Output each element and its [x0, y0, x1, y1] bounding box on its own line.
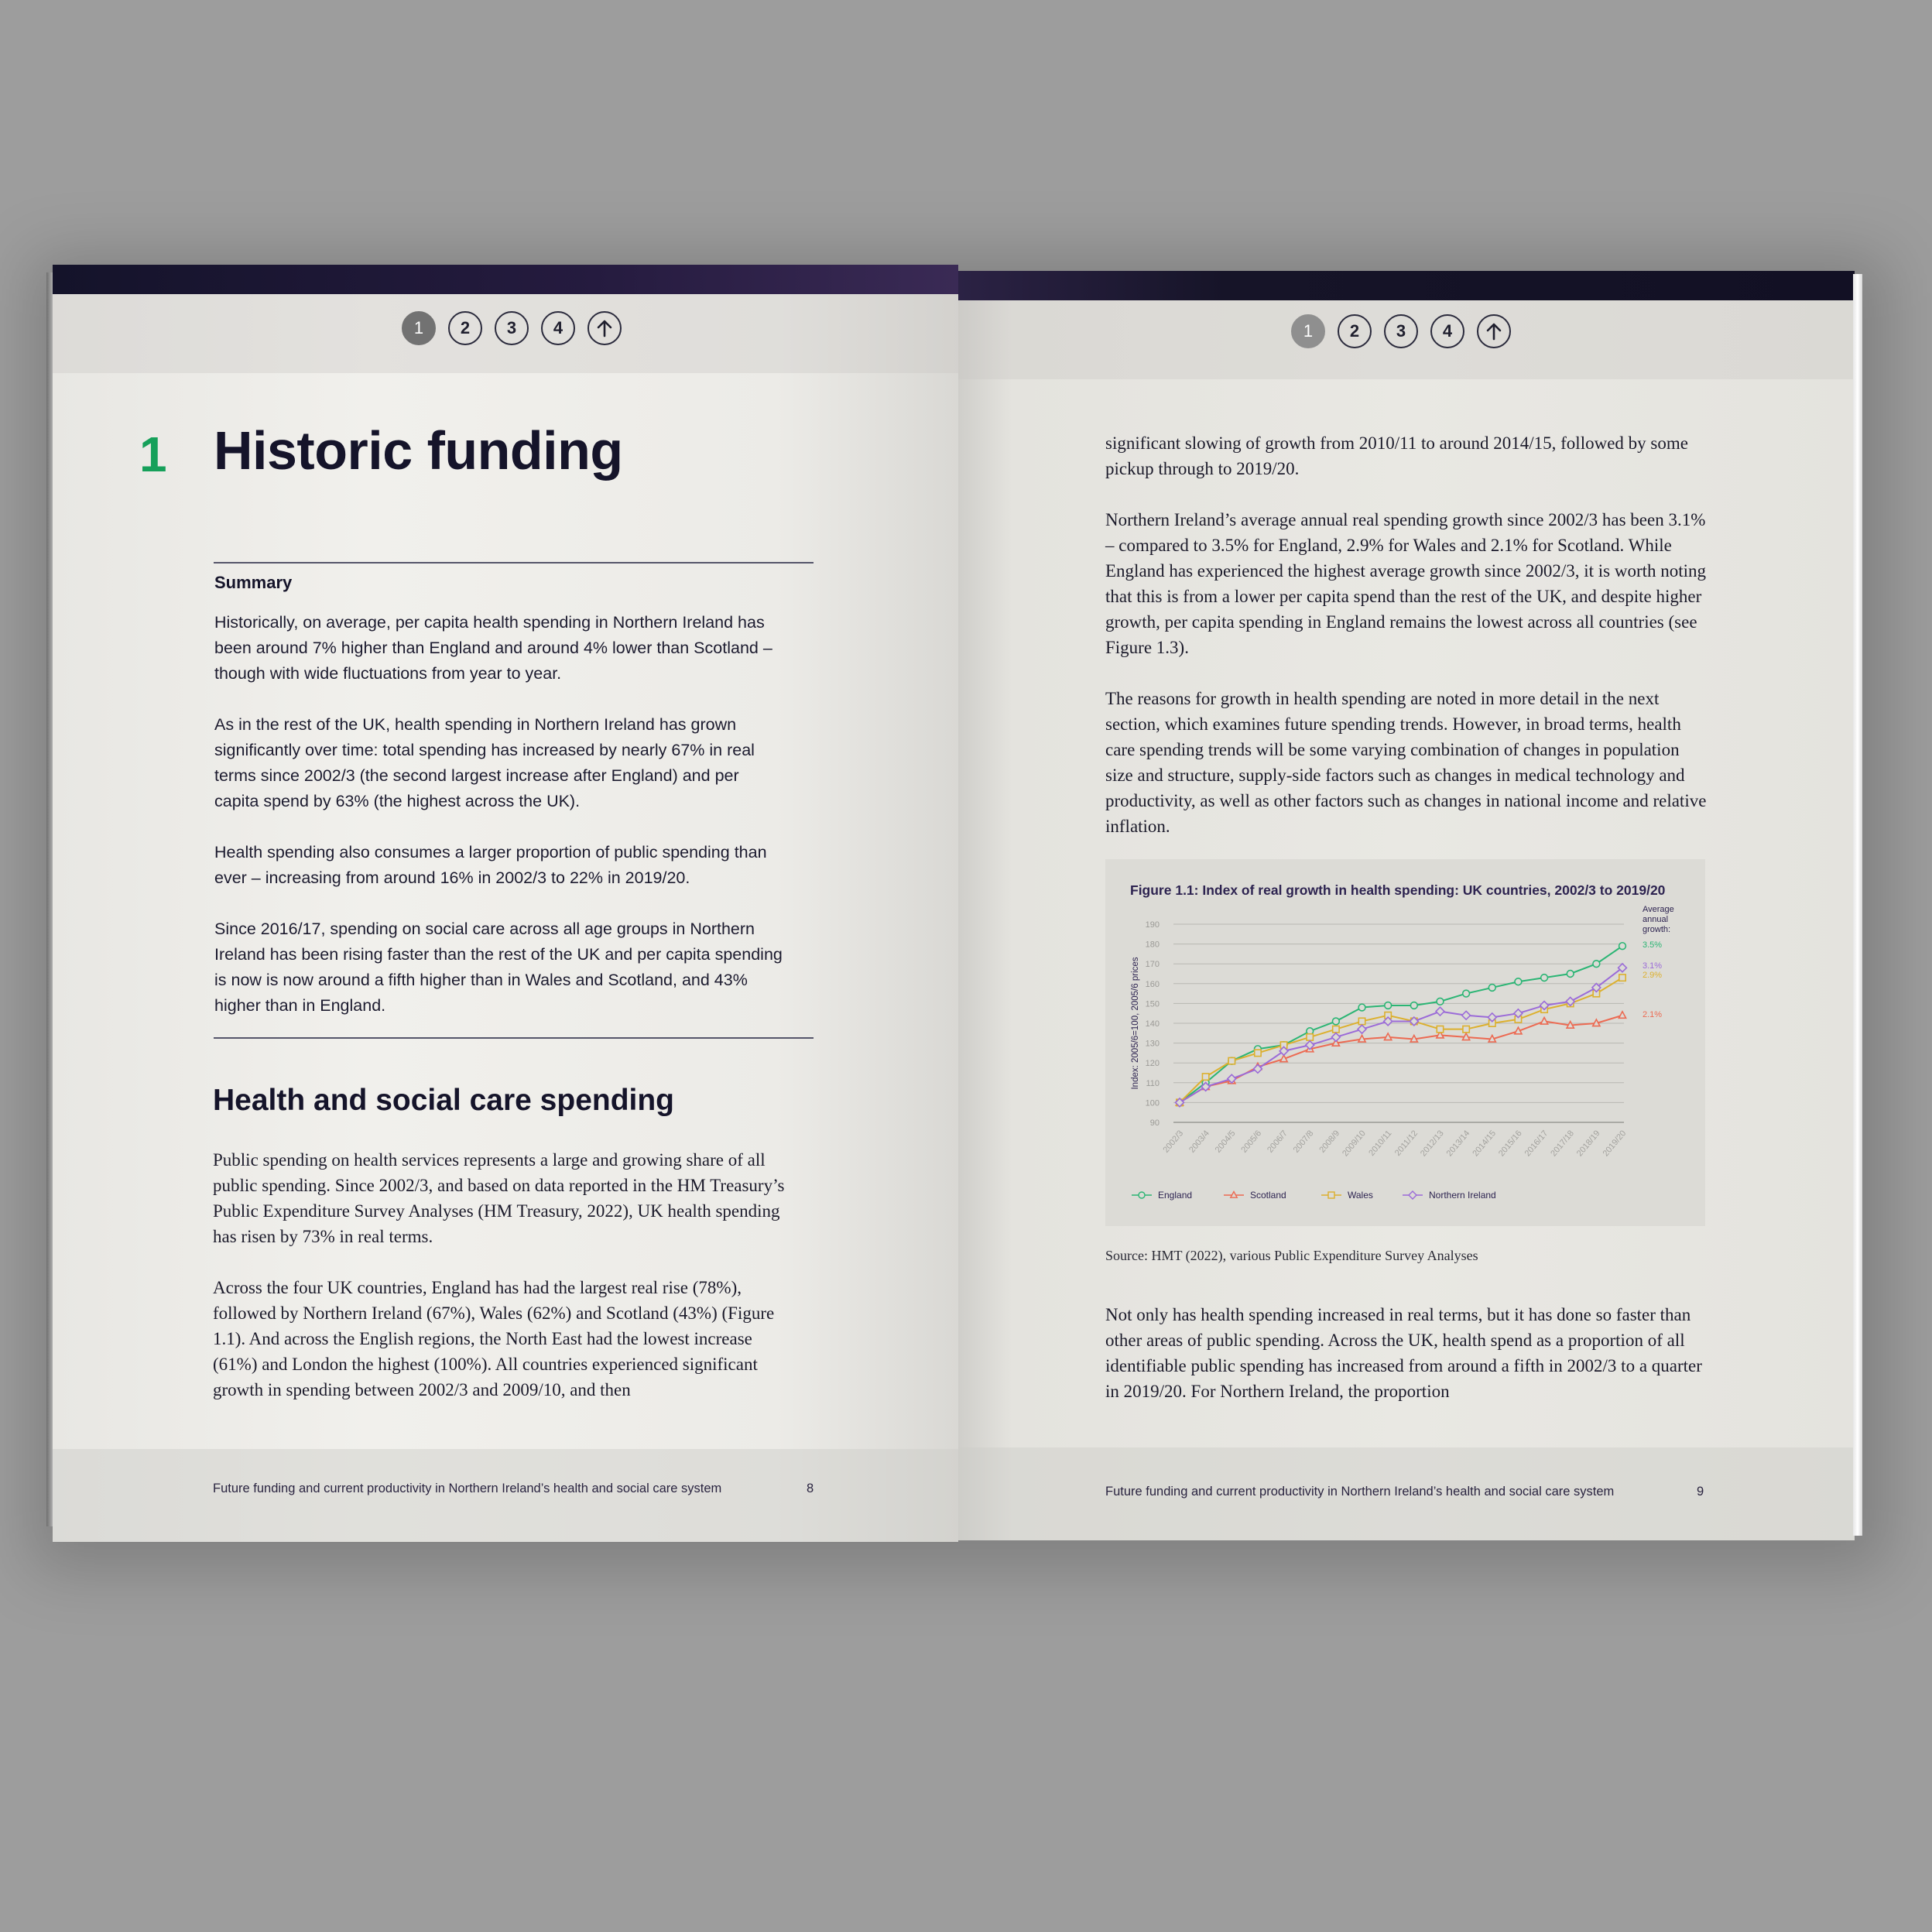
y-tick-label: 170 — [1145, 960, 1160, 970]
nav-chapter-2[interactable]: 2 — [448, 311, 482, 345]
data-point — [1228, 1057, 1235, 1064]
growth-label: 3.5% — [1643, 940, 1663, 950]
data-point — [1488, 985, 1495, 992]
back-to-top-button[interactable] — [1477, 314, 1511, 348]
x-tick-label: 2014/15 — [1471, 1129, 1499, 1159]
data-point — [1619, 975, 1625, 981]
x-tick-label: 2005/6 — [1239, 1129, 1264, 1155]
x-tick-label: 2004/5 — [1213, 1129, 1238, 1155]
body-paragraph: Not only has health spending increased in real terms, but it has done so faster than other areas of public spending. Across the UK, health spend as a proportion of all identifiable public spending has increased from around a fifth in 2002/3 to a quarter in 2019/20. For Northern Ireland, the proportion — [1105, 1305, 1702, 1401]
left-page — [53, 265, 958, 1542]
legend-marker — [1409, 1191, 1416, 1199]
data-point — [1619, 1012, 1625, 1019]
y-tick-label: 90 — [1149, 1118, 1160, 1128]
data-point — [1307, 1034, 1313, 1040]
page-number: 9 — [1697, 1485, 1704, 1499]
legend-label: England — [1158, 1190, 1193, 1201]
chapter-nav — [1291, 314, 1511, 348]
x-tick-label: 2015/16 — [1496, 1129, 1524, 1159]
body-paragraph: significant slowing of growth from 2010/11 to around 2014/15, followed by some pickup through to 2019/20. — [1105, 433, 1688, 478]
y-tick-label: 100 — [1145, 1098, 1160, 1108]
x-tick-label: 2008/9 — [1317, 1129, 1342, 1155]
data-point — [1331, 1033, 1340, 1042]
top-band — [958, 271, 1855, 300]
summary-paragraph: Since 2016/17, spending on social care across all age groups in Northern Ireland has been rising faster than the rest of the UK and per capita spending is now is now around a fifth higher than in Wales and Scotland, and 43% higher than in England. — [214, 920, 783, 1015]
series-line-scotland — [1180, 1016, 1622, 1103]
divider — [214, 1037, 814, 1039]
summary-paragraph: Health spending also consumes a larger proportion of public spending than ever – increasing from around 16% in 2002/3 to 22% in 2019/20. — [214, 843, 767, 887]
series-line-england — [1180, 946, 1622, 1102]
data-point — [1541, 975, 1548, 981]
arrow-up-icon — [1485, 322, 1502, 341]
summary-box — [214, 610, 787, 1044]
y-tick-label: 140 — [1145, 1019, 1160, 1029]
y-axis-label: Index: 2005/6=100, 2005/6 prices — [1131, 957, 1140, 1090]
series-line-northern-ireland — [1180, 968, 1622, 1102]
body-paragraph: The reasons for growth in health spending are noted in more detail in the next section, which examines future spending trends. However, in broad terms, health care spending trends will be some varying combination of changes in population size and structure, supply-side factors such as changes in medical technology and productivity, as well as other factors such as changes in national income and relative inflation. — [1105, 689, 1707, 836]
y-tick-label: 130 — [1145, 1039, 1160, 1049]
x-tick-label: 2016/17 — [1523, 1129, 1550, 1159]
nav-chapter-1[interactable]: 1 — [402, 311, 436, 345]
data-point — [1358, 1025, 1366, 1033]
data-point — [1619, 943, 1626, 950]
y-tick-label: 150 — [1145, 999, 1160, 1009]
line-chart — [1105, 859, 1705, 1226]
body-paragraph: Public spending on health services represents a large and growing share of all public spending. Since 2002/3, and based on data reported in the HM Treasury’s Public Expenditure Survey Analyses (HM Treasury, 2022), UK health spending has risen by 73% in real terms. — [213, 1150, 785, 1246]
nav-chapter-3[interactable]: 3 — [495, 311, 529, 345]
data-point — [1567, 971, 1574, 978]
y-tick-label: 110 — [1146, 1078, 1160, 1088]
data-point — [1515, 978, 1522, 985]
data-point — [1437, 998, 1444, 1005]
data-point — [1540, 1017, 1547, 1024]
footer-title: Future funding and current productivity in Northern Ireland’s health and social care system — [213, 1482, 722, 1495]
top-band — [53, 265, 958, 294]
nav-chapter-3[interactable]: 3 — [1384, 314, 1418, 348]
x-tick-label: 2019/20 — [1601, 1129, 1629, 1159]
x-tick-label: 2010/11 — [1367, 1129, 1394, 1158]
data-point — [1463, 990, 1470, 997]
legend-marker — [1139, 1192, 1145, 1198]
growth-label: 2.1% — [1643, 1010, 1663, 1019]
data-point — [1436, 1007, 1444, 1016]
figure-source: Source: HMT (2022), various Public Expenditure Survey Analyses — [1105, 1248, 1478, 1263]
data-point — [1202, 1074, 1208, 1080]
data-point — [1385, 1002, 1392, 1009]
legend-label: Northern Ireland — [1429, 1190, 1496, 1201]
x-tick-label: 2013/14 — [1444, 1129, 1472, 1159]
chapter-number: 1 — [139, 426, 167, 482]
growth-header: annual — [1643, 915, 1669, 924]
page-number: 8 — [807, 1482, 814, 1495]
x-tick-label: 2017/18 — [1549, 1129, 1577, 1159]
summary-paragraph: As in the rest of the UK, health spending in Northern Ireland has grown significantly over time: total spending has increased by nearly 67% in real terms since 2002/3 (the second largest increase after England) and per capita spend by 63% (the highest across the UK). — [214, 715, 755, 810]
growth-header: growth: — [1643, 925, 1671, 934]
x-tick-label: 2012/13 — [1419, 1129, 1446, 1159]
body-text — [1105, 1302, 1709, 1430]
y-tick-label: 120 — [1145, 1059, 1160, 1069]
y-tick-label: 190 — [1145, 920, 1160, 930]
nav-chapter-4[interactable]: 4 — [1430, 314, 1464, 348]
data-point — [1410, 1002, 1417, 1009]
body-text — [1105, 430, 1709, 865]
divider — [214, 562, 814, 564]
data-point — [1332, 1018, 1339, 1025]
nav-chapter-1[interactable]: 1 — [1291, 314, 1325, 348]
data-point — [1437, 1026, 1443, 1032]
y-tick-label: 180 — [1145, 940, 1160, 950]
x-tick-label: 2006/7 — [1266, 1129, 1290, 1155]
x-tick-label: 2002/3 — [1161, 1129, 1186, 1155]
body-paragraph: Northern Ireland’s average annual real spending growth since 2002/3 has been 3.1% – compared to 3.5% for England, 2.9% for Wales and 2.1% for Scotland. While England has experienced the highest average growth since 2002/3, it is worth noting that this is from a lower per capita spend than the rest of the UK, and despite higher growth, per capita spending in England remains the lowest across all countries (see Figure 1.3). — [1105, 510, 1707, 657]
data-point — [1333, 1026, 1339, 1032]
growth-header: Average — [1643, 905, 1674, 914]
x-tick-label: 2009/10 — [1341, 1129, 1368, 1159]
x-tick-label: 2011/12 — [1392, 1129, 1420, 1158]
growth-label: 3.1% — [1643, 961, 1663, 971]
x-tick-label: 2018/19 — [1574, 1129, 1602, 1159]
arrow-up-icon — [596, 319, 613, 337]
growth-label: 2.9% — [1643, 971, 1663, 980]
chart-title: Figure 1.1: Index of real growth in health spending: UK countries, 2002/3 to 2019/20 — [1130, 882, 1666, 898]
summary-label: Summary — [214, 573, 293, 592]
data-point — [1358, 1004, 1365, 1011]
x-tick-label: 2003/4 — [1187, 1129, 1211, 1155]
y-tick-label: 160 — [1145, 979, 1160, 989]
body-text — [213, 1147, 790, 1428]
data-point — [1358, 1018, 1365, 1024]
nav-chapter-2[interactable]: 2 — [1338, 314, 1372, 348]
chapter-nav — [402, 311, 622, 345]
footer-title: Future funding and current productivity in Northern Ireland’s health and social care system — [1105, 1485, 1615, 1499]
x-tick-label: 2007/8 — [1291, 1129, 1316, 1155]
chapter-title: Historic funding — [214, 420, 623, 481]
legend-label: Scotland — [1250, 1190, 1286, 1201]
data-point — [1255, 1050, 1261, 1056]
nav-chapter-4[interactable]: 4 — [541, 311, 575, 345]
summary-paragraph: Historically, on average, per capita health spending in Northern Ireland has been around 7% higher than England and around 4% lower than Scotland – though with wide fluctuations from year to year. — [214, 613, 772, 683]
body-paragraph: Across the four UK countries, England has had the largest real rise (78%), followed by Northern Ireland (67%), Wales (62%) and Scotland (43%) (Figure 1.1). And across the English regions, the North East had the lowest increase (61%) and London the highest (100%). All countries experienced significant growth in spending between 2002/3 and 2009/10, and then — [213, 1278, 775, 1399]
series-line-wales — [1180, 978, 1622, 1102]
back-to-top-button[interactable] — [587, 311, 622, 345]
section-heading: Health and social care spending — [213, 1084, 675, 1117]
page-stack-edge — [1853, 274, 1862, 1536]
data-point — [1593, 961, 1600, 968]
data-point — [1462, 1011, 1471, 1019]
legend-marker — [1328, 1192, 1334, 1198]
figure-1-1 — [1105, 859, 1705, 1226]
legend-label: Wales — [1348, 1190, 1373, 1201]
data-point — [1463, 1026, 1469, 1032]
